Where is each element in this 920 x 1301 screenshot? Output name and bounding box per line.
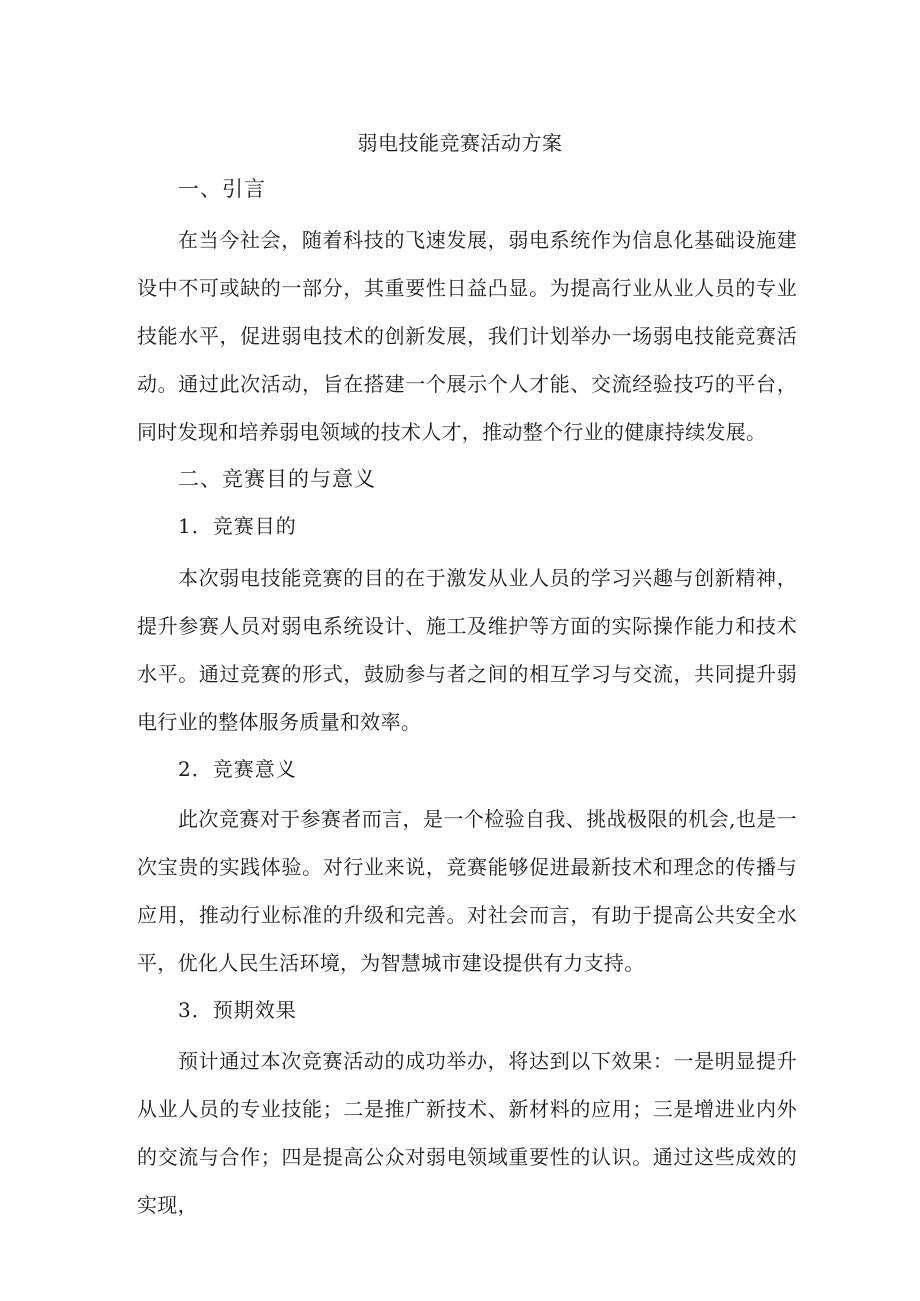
purpose-paragraph: 本次弱电技能竞赛的目的在于激发从业人员的学习兴趣与创新精神，提升参赛人员对弱电系统设计、施工及维护等方面的实际操作能力和技术水平。通过竞赛的形式，鼓励参与者之间的相互学习与交流，共同提升弱电行业的整体服务质量和效率。	[137, 566, 797, 734]
document-title: 弱电技能竞赛活动方案	[357, 131, 563, 155]
section-heading-introduction: 一、引言	[178, 177, 266, 201]
subsection-heading-purpose: 1．竞赛目的	[178, 514, 297, 538]
subsection-heading-expected-effects: 3．预期效果	[178, 998, 297, 1022]
subsection-heading-significance: 2．竞赛意义	[178, 757, 297, 781]
section-heading-purpose-significance: 二、竞赛目的与意义	[178, 467, 376, 491]
expected-effects-paragraph: 预计通过本次竞赛活动的成功举办，将达到以下效果：一是明显提升从业人员的专业技能；二是推广新技术、新材料的应用；三是增进业内外的交流与合作；四是提高公众对弱电领域重要性的认识。通过这些成效的实现，	[137, 1049, 797, 1217]
introduction-paragraph: 在当今社会，随着科技的飞速发展，弱电系统作为信息化基础设施建设中不可或缺的一部分，其重要性日益凸显。为提高行业从业人员的专业技能水平，促进弱电技术的创新发展，我们计划举办一场弱电技能竞赛活动。通过此次活动，旨在搭建一个展示个人才能、交流经验技巧的平台，同时发现和培养弱电领域的技术人才，推动整个行业的健康持续发展。	[137, 228, 797, 444]
significance-paragraph: 此次竞赛对于参赛者而言，是一个检验自我、挑战极限的机会,也是一次宝贵的实践体验。对行业来说，竞赛能够促进最新技术和理念的传播与应用，推动行业标准的升级和完善。对社会而言，有助于提高公共安全水平，优化人民生活环境，为智慧城市建设提供有力支持。	[137, 807, 797, 975]
